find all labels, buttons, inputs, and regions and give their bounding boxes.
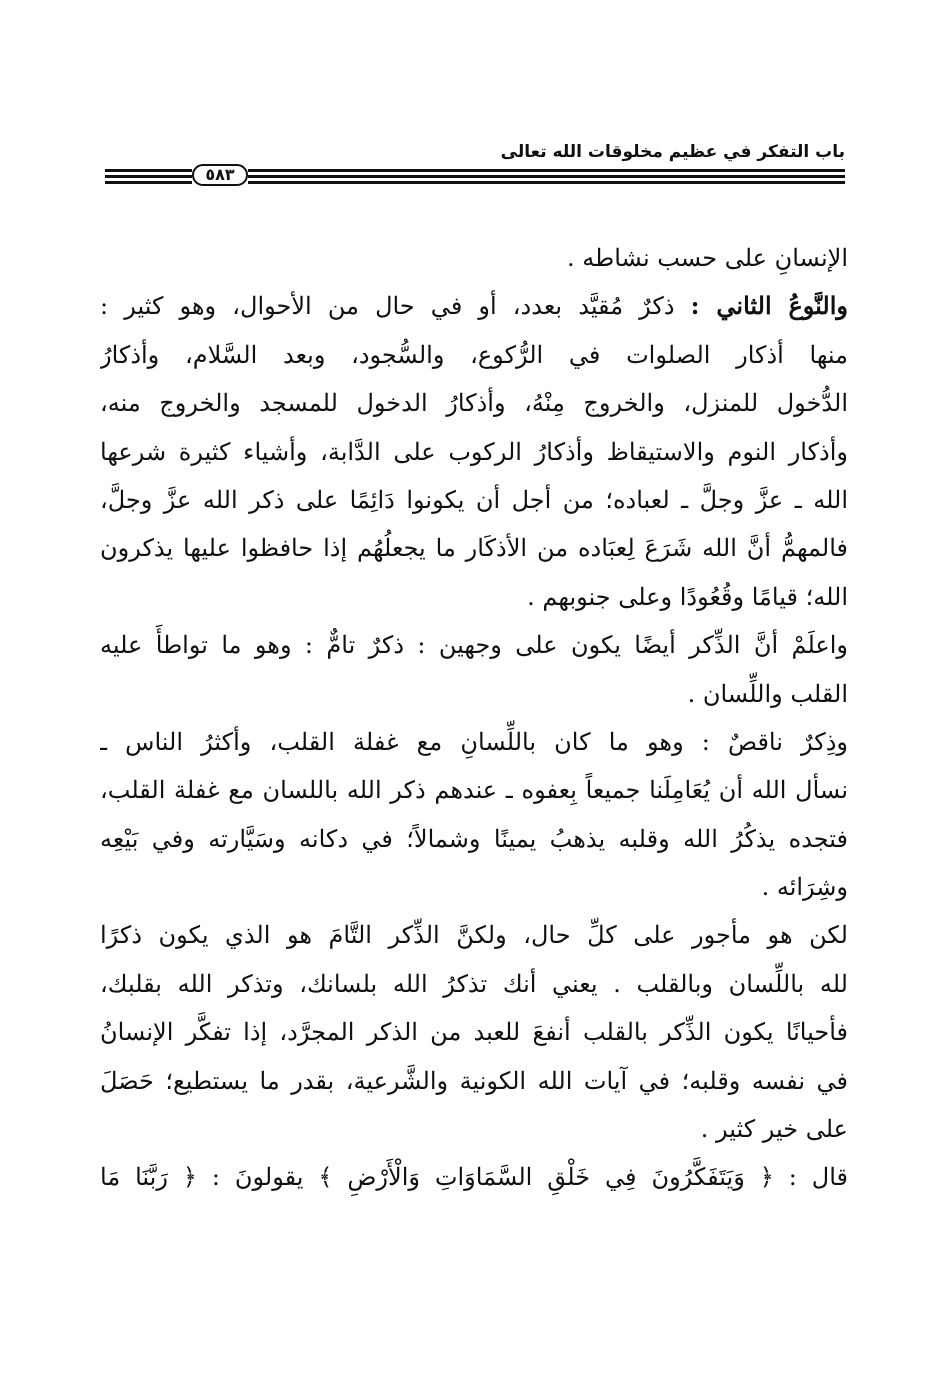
header-rule: [105, 181, 192, 184]
text-line: [100, 1008, 848, 1056]
text-line: [100, 863, 848, 911]
line-text: فالمهمُّ أنَّ الله شَرَعَ لِعبَاده من الأذكَار ما يجعلُهُم إذا حافظوا عليها يذكرون: [100, 534, 848, 563]
text-line: [100, 670, 848, 718]
line-text: واعلَمْ أنَّ الذِّكر أيضًا يكون على وجهين : ذكرٌ تامٌّ : وهو ما تواطأَ عليه: [100, 631, 848, 660]
line-text: الله؛ قيامًا وقُعُودًا وعلى جنوبهم .: [527, 582, 848, 611]
text-line: [100, 718, 848, 766]
header-rule: [105, 169, 192, 172]
text-line: [100, 234, 848, 282]
line-text: وذِكرٌ ناقصٌ : وهو ما كان باللِّسانِ مع غفلة القلب، وأكثرُ الناس ـ: [100, 727, 848, 756]
text-line: [100, 331, 848, 379]
text-line: [100, 379, 848, 427]
text-line: [100, 476, 848, 524]
text-line: [100, 1105, 848, 1153]
line-text: في نفسه وقلبه؛ في آيات الله الكونية والشَّرعية، بقدر ما يستطيع؛ حَصَلَ: [100, 1066, 848, 1095]
line-text: لله باللِّسان وبالقلب . يعني أنك تذكرُ الله بلسانك، وتذكر الله بقلبك،: [100, 969, 848, 998]
text-line: [100, 766, 848, 814]
line-text: الدُّخول للمنزل، والخروج مِنْهُ، وأذكارُ الدخول للمسجد والخروج منه،: [100, 389, 848, 418]
line-text: منها أذكار الصلوات في الرُّكوع، والسُّجود، وبعد السَّلام، وأذكارُ: [100, 340, 848, 369]
header-rule: [248, 169, 845, 172]
text-line: [100, 960, 848, 1008]
text-line: [100, 621, 848, 669]
running-header: [105, 140, 845, 186]
line-text: فتجده يذكُرُ الله وقلبه يذهبُ يمينًا وشمالاً؛ في دكانه وسَيَّارته وفي بَيْعِه: [100, 824, 848, 853]
line-text: القلب واللِّسان .: [687, 679, 848, 708]
page-number: ٥٨٣: [192, 164, 248, 186]
line-text: لكن هو مأجور على كلِّ حال، ولكنَّ الذِّكر التَّامَ هو الذي يكون ذكرًا: [100, 921, 848, 950]
text-line: [100, 911, 848, 959]
section-lead: والنَّوعُ الثاني :: [690, 291, 848, 321]
line-text: الله ـ عزَّ وجلَّ ـ لعباده؛ من أجل أن يكونوا دَائِمًا على ذكر الله عزَّ وجلَّ،: [100, 485, 848, 514]
text-line: [100, 282, 848, 330]
text-line: [100, 1153, 848, 1201]
text-line: [100, 428, 848, 476]
line-text: على خير كثير .: [700, 1115, 848, 1144]
line-text: قال : ﴿ وَيَتَفَكَّرُونَ فِي خَلْقِ السَّمَاوَاتِ وَالْأَرْضِ ﴾ يقولونَ : ﴿ رَبَّنَا مَا: [100, 1163, 848, 1192]
header-rule: [105, 175, 192, 178]
body-text: [100, 234, 848, 1202]
line-text: وشِرَائه .: [761, 873, 848, 902]
text-line: [100, 524, 848, 572]
text-line: [100, 815, 848, 863]
line-text: فأحيانًا يكون الذِّكر بالقلب أنفعَ للعبد من الذكر المجرَّد، إذا تفكَّر الإنسانُ: [100, 1018, 848, 1047]
line-text: الإنسانِ على حسب نشاطه .: [567, 244, 848, 272]
line-text: ذكرٌ مُقيَّد بعدد، أو في حال من الأحوال، وهو كثير :: [100, 292, 691, 321]
text-line: [100, 1057, 848, 1105]
chapter-title: باب التفكر في عظيم مخلوقات الله تعالى: [500, 142, 845, 162]
header-rule: [248, 181, 845, 184]
line-text: نسأل الله أن يُعَامِلَنا جميعاً بِعفوه ـ عندهم ذكر الله باللسان مع غفلة القلب،: [100, 776, 848, 805]
header-rule: [248, 175, 845, 178]
line-text: وأذكار النوم والاستيقاظ وأذكارُ الركوب على الدَّابة، وأشياء كثيرة شرعها: [100, 437, 848, 466]
text-line: [100, 573, 848, 621]
